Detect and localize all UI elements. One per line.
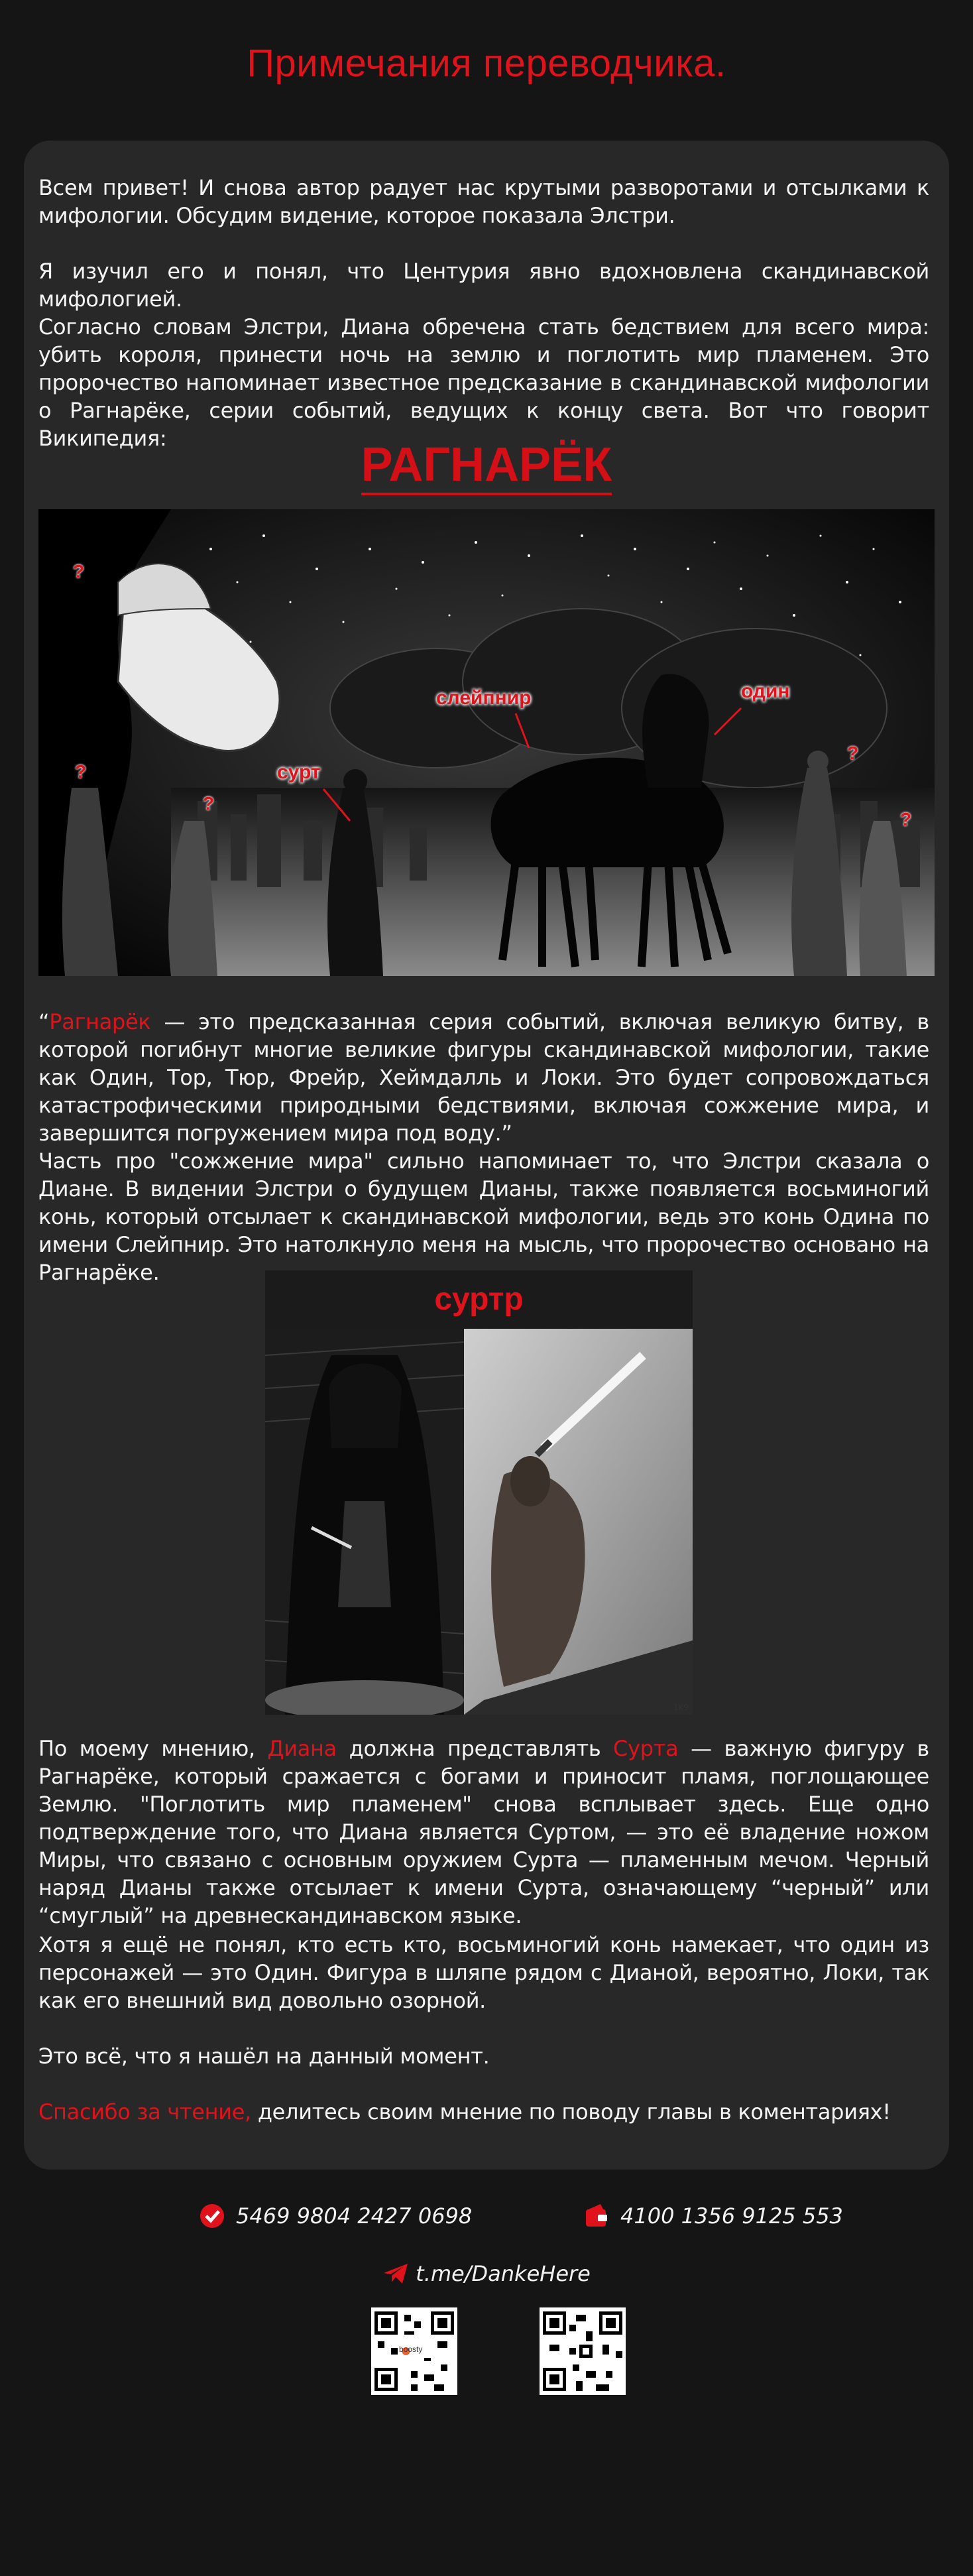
burn-paragraph: Часть про "сожжение мира" сильно напоминает то, что Элстри сказала о Диане. В видении Элстри о будущем Дианы, также появляется восьминогий конь, который отсылает к скандинавской мифологии, ведь это конь Одина по имени Слейпнир. Это натолкнуло меня на мысль, что пророчество основано на Рагнарёке. — [38, 1148, 929, 1285]
ragnarok-scene-art — [38, 509, 935, 976]
surt-paragraph: По моему мнению, Диана должна представлять Сурта — важную фигуру в Рагнарёке, который сражается с богами и приносит пламя, поглощающее Землю. "Поглотить мир пламенем" снова всплывает здесь. Еще одно подтверждение того, что Диана является Суртом, — это её владение ножом Миры, что связано с основным оружием Сурта — пламенным мечом. Черный наряд Дианы также отсылает к имени Сурта, означающему “черный” или “смуглый” на древнескандинавском языке. — [38, 1736, 929, 1928]
intro-paragraph-1: Всем привет! И снова автор радует нас крутыми разворотами и отсылками к мифологии. Обсудим видение, которое показала Элстри. — [38, 175, 929, 228]
payment-card-1[interactable] — [199, 2203, 472, 2229]
question-mark: ? — [75, 761, 87, 782]
wallet-icon — [583, 2203, 610, 2229]
qr-pattern — [540, 2307, 626, 2395]
telegram-row — [0, 2261, 973, 2290]
card-number-2: 4100 1356 9125 553 — [620, 2203, 843, 2229]
surtr-heading: суртр — [265, 1270, 693, 1329]
card-number-1: 5469 9804 2427 0698 — [236, 2203, 473, 2229]
label-surt: сурт — [277, 761, 321, 783]
wikipedia-quote: “Рагнарёк — это предсказанная серия событий, включая великую битву, в которой погибнут многие великие фигуры скандинавской мифологии, такие как Один, Тор, Тюр, Фрейр, Хеймдалль и Локи. Это будет сопровождаться катастрофическими природными бедствиями, включая сожжение мира, и завершится погружением мира под воду.” — [38, 1009, 929, 1146]
ragnarok-illustration — [38, 509, 935, 976]
payment-card-2[interactable] — [583, 2203, 843, 2229]
label-sleipnir: слейпнир — [436, 687, 532, 709]
surtr-comparison-image — [265, 1270, 693, 1715]
surtr-art — [265, 1329, 693, 1715]
artist-signature: 1K9 — [673, 1703, 689, 1712]
question-mark: ? — [847, 743, 859, 763]
telegram-icon — [382, 2262, 409, 2285]
qr-code-boosty[interactable] — [371, 2307, 457, 2395]
thanks-paragraph: Спасибо за чтение, делитесь своим мнение по поводу главы в коментариях! — [38, 2099, 891, 2124]
question-mark: ? — [900, 809, 912, 829]
intro-paragraph-3: Согласно словам Элстри, Диана обречена стать бедствием для всего мира: убить короля, принести ночь на землю и поглотить мир пламенем. Это пророчество напоминает известное предсказание в скандинавской мифологии о Рагнарёке, серии событий, ведущих к концу света. Вот что говорит Википедия: — [38, 314, 929, 451]
intro-paragraph-2: Я изучил его и понял, что Центурия явно вдохновлена скандинавской мифологией. — [38, 259, 929, 312]
question-mark: ? — [203, 793, 215, 814]
label-odin: один — [741, 680, 790, 702]
page-title: Примечания переводчика. — [247, 42, 726, 85]
telegram-link[interactable]: t.me/DankeHere — [382, 2261, 591, 2286]
qr-code-2[interactable] — [540, 2307, 626, 2395]
closing-paragraph: Это всё, что я нашёл на данный момент. — [38, 2044, 490, 2069]
ragnarok-heading: РАГНАРЁК — [0, 438, 973, 492]
question-mark: ? — [73, 561, 85, 582]
qr-boosty-label: boosty — [399, 2345, 423, 2354]
odin-paragraph: Хотя я ещё не понял, кто есть кто, восьминогий конь намекает, что один из персонажей — это Один. Фигура в шляпе рядом с Дианой, вероятно, Локи, так как его внешний вид довольно озорной. — [38, 1932, 929, 2013]
check-badge-icon — [199, 2203, 225, 2229]
